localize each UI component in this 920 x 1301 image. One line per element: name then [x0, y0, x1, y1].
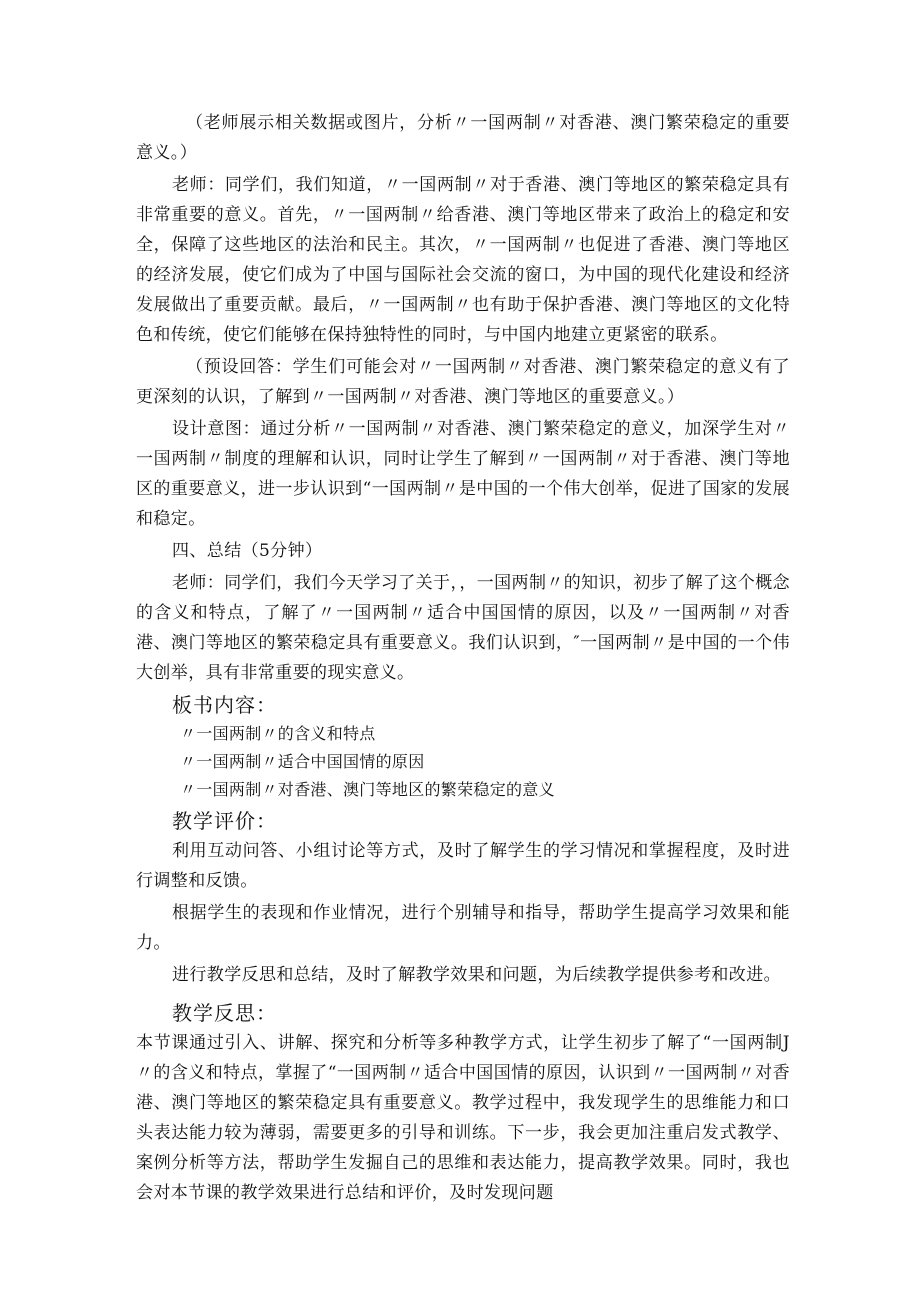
evaluation-paragraph-1: 利用互动问答、小组讨论等方式，及时了解学生的学习情况和掌握程度，及时进行调整和反馈。 — [136, 841, 790, 891]
evaluation-paragraph-2: 根据学生的表现和作业情况，进行个别辅导和指导，帮助学生提高学习效果和能力。 — [136, 903, 790, 953]
board-item-3: 〃一国两制〃对香港、澳门等地区的繁荣稳定的意义 — [180, 780, 555, 799]
teaching-evaluation-heading: 教学评价： — [172, 809, 277, 833]
teaching-reflection-heading: 教学反思： — [172, 1001, 277, 1025]
paragraph-teacher-shows-data: （老师展示相关数据或图片，分析〃一国两制〃对香港、澳门繁荣稳定的重要意义。） — [136, 113, 790, 163]
paragraph-teacher-summary: 老师：同学们，我们今天学习了关于，，一国两制〃的知识，初步了解了这个概念的含义和特点，了解了〃一国两制〃适合中国国情的原因，以及〃一国两制〃对香港、澳门等地区的繁荣稳定具有重要意义。我们认识到，″一国两制〃是中国的一个伟大创举，具有非常重要的现实意义。 — [136, 573, 790, 683]
section-heading-summary: 四、总结（5分钟） — [172, 541, 323, 561]
board-item-2: 〃一国两制〃适合中国国情的原因 — [180, 752, 425, 771]
board-item-1: 〃一国两制〃的含义和特点 — [180, 724, 376, 743]
paragraph-expected-answer: （预设回答：学生们可能会对〃一国两制〃对香港、澳门繁荣稳定的意义有了更深刻的认识，了解到〃一国两制〃对香港、澳门等地区的重要意义。） — [136, 357, 790, 407]
evaluation-paragraph-3: 进行教学反思和总结，及时了解教学效果和问题，为后续教学提供参考和改进。 — [172, 965, 781, 985]
document-page — [136, 108, 790, 1210]
paragraph-teacher-explanation: 老师：同学们，我们知道，〃一国两制〃对于香港、澳门等地区的繁荣稳定具有非常重要的意义。首先，〃一国两制〃给香港、澳门等地区带来了政治上的稳定和安全，保障了这些地区的法治和民主。其次，〃一国两制〃也促进了香港、澳门等地区的经济发展，使它们成为了中国与国际社会交流的窗口，为中国的现代化建设和经济发展做出了重要贡献。最后，〃一国两制〃也有助于保护香港、澳门等地区的文化特色和传统，使它们能够在保持独特性的同时，与中国内地建立更紧密的联系。 — [136, 175, 790, 345]
board-content-heading: 板书内容： — [172, 693, 277, 717]
paragraph-design-intent: 设计意图：通过分析〃一国两制〃对香港、澳门繁荣稳定的意义，加深学生对〃一国两制〃制度的理解和认识，同时让学生了解到〃一国两制〃对于香港、澳门等地区的重要意义，进一步认识到“一国两制〃是中国的一个伟大创举，促进了国家的发展和稳定。 — [136, 419, 790, 529]
reflection-paragraph: 本节课通过引入、讲解、探究和分析等多种教学方式，让学生初步了解了“一国两制J〃的含义和特点，掌握了“一国两制〃适合中国国情的原因，认识到〃一国两制〃对香港、澳门等地区的繁荣稳定具有重要意义。教学过程中，我发现学生的思维能力和口头表达能力较为薄弱，需要更多的引导和训练。下一步，我会更加注重启发式教学、案例分析等方法，帮助学生发掘自己的思维和表达能力，提高教学效果。同时，我也会对本节课的教学效果进行总结和评价，及时发现问题 — [136, 1033, 790, 1203]
